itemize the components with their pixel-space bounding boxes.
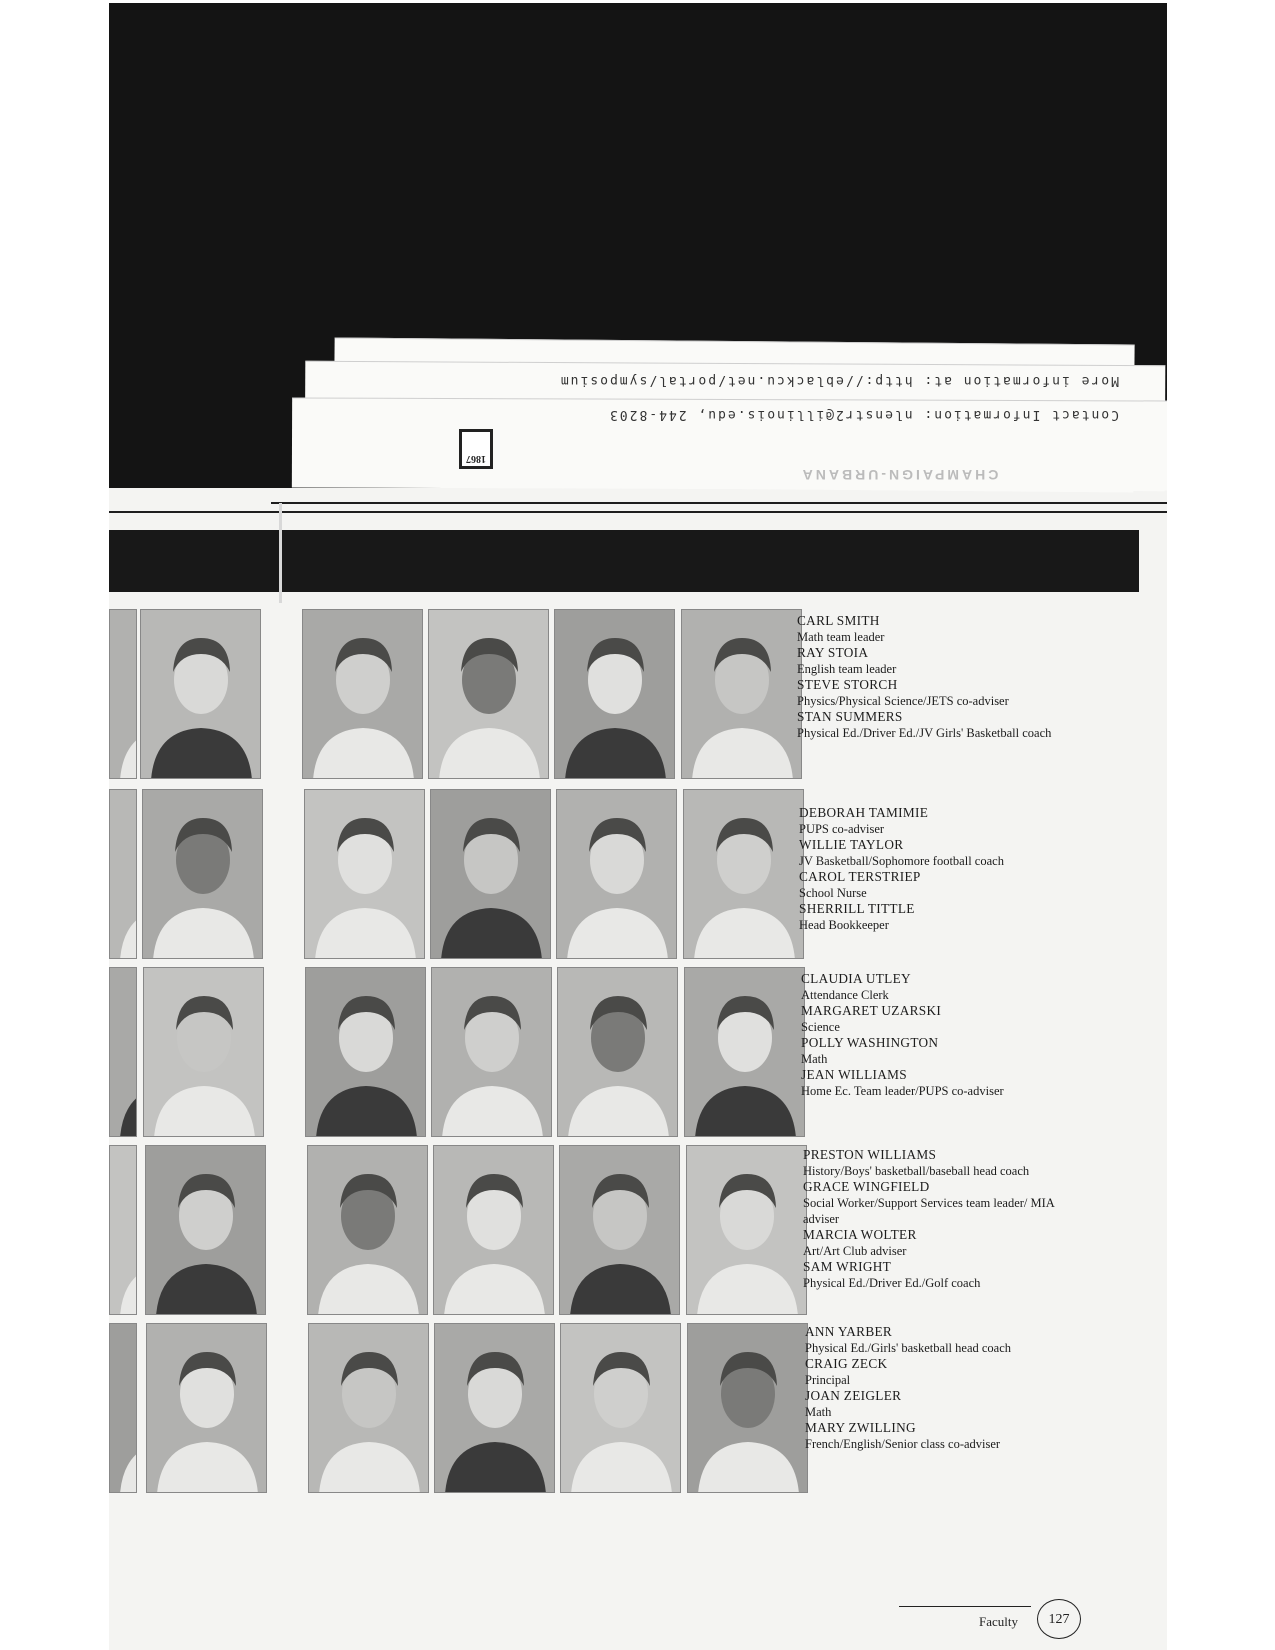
staff-name: JOAN ZEIGLER xyxy=(805,1388,902,1403)
staff-name: CARL SMITH xyxy=(797,613,880,628)
faculty-portrait-photo xyxy=(305,967,426,1137)
caption-group-5 xyxy=(805,1324,1085,1452)
faculty-portrait-photo xyxy=(683,789,804,959)
faculty-portrait-photo xyxy=(684,967,805,1137)
staff-name: CAROL TERSTRIEP xyxy=(799,869,921,884)
section-header-bar xyxy=(109,530,1139,592)
staff-role: Science xyxy=(801,1020,840,1034)
page-footer xyxy=(899,1606,1079,1646)
faculty-portrait-photo xyxy=(307,1145,428,1315)
staff-name: CRAIG ZECK xyxy=(805,1356,888,1371)
partial-portrait-photo xyxy=(109,1323,137,1493)
faculty-portrait-photo xyxy=(687,1323,808,1493)
staff-role: Physical Ed./Driver Ed./Golf coach xyxy=(803,1276,981,1290)
faculty-portrait-photo xyxy=(142,789,263,959)
faculty-portrait-photo xyxy=(559,1145,680,1315)
partial-portrait-photo xyxy=(109,609,137,779)
staff-role: Physical Ed./Girls' basketball head coach xyxy=(805,1341,1012,1355)
faculty-portrait-photo xyxy=(686,1145,807,1315)
staff-name: JEAN WILLIAMS xyxy=(801,1067,907,1082)
staff-name: MARCIA WOLTER xyxy=(803,1227,917,1242)
caption-group-1 xyxy=(797,613,1077,741)
faculty-portrait-photo xyxy=(434,1323,555,1493)
faculty-portrait-photo xyxy=(302,609,423,779)
staff-role: Head Bookkeeper xyxy=(799,918,889,932)
faculty-portrait-photo xyxy=(681,609,802,779)
slip-contact-line: Contact Information: nlenstr2@illinois.edu, 244-8203 xyxy=(608,407,1119,422)
faculty-portrait-photo xyxy=(145,1145,266,1315)
caption-group-4 xyxy=(803,1147,1083,1291)
staff-name: RAY STOIA xyxy=(797,645,869,660)
staff-role: English team leader xyxy=(797,662,897,676)
faculty-portrait-photo xyxy=(431,967,552,1137)
slip-banner-art: CHAMPAIGN-URBANA xyxy=(799,467,999,483)
staff-role: Social Worker/Support Services team leader/ MIA adviser xyxy=(803,1196,1055,1226)
staff-name: POLLY WASHINGTON xyxy=(801,1035,939,1050)
university-seal-logo xyxy=(459,429,493,469)
top-rule xyxy=(109,511,1167,513)
staff-role: Attendance Clerk xyxy=(801,988,889,1002)
faculty-portrait-photo xyxy=(430,789,551,959)
slip-more-info-line: More information at: http://eblackcu.net/portal/symposium xyxy=(558,373,1119,388)
staff-role: French/English/Senior class co-adviser xyxy=(805,1437,1001,1451)
staff-role: Math xyxy=(805,1405,832,1419)
staff-name: MARY ZWILLING xyxy=(805,1420,916,1435)
footer-rule xyxy=(899,1606,1031,1607)
faculty-portrait-photo xyxy=(433,1145,554,1315)
staff-name: ANN YARBER xyxy=(805,1324,893,1339)
page-gutter xyxy=(279,503,282,603)
footer-section-label: Faculty xyxy=(979,1614,1018,1629)
faculty-portrait-photo xyxy=(140,609,261,779)
staff-role: Art/Art Club adviser xyxy=(803,1244,907,1258)
faculty-portrait-photo xyxy=(304,789,425,959)
staff-role: Physical Ed./Driver Ed./JV Girls' Basketball coach xyxy=(797,726,1052,740)
top-rule-right xyxy=(271,502,1167,504)
caption-group-3 xyxy=(801,971,1081,1099)
staff-name: CLAUDIA UTLEY xyxy=(801,971,911,986)
faculty-portrait-photo xyxy=(557,967,678,1137)
seal-year: 1867 xyxy=(466,453,486,464)
staff-role: Math team leader xyxy=(797,630,885,644)
faculty-portrait-photo xyxy=(554,609,675,779)
staff-role: Principal xyxy=(805,1373,851,1387)
staff-role: Physics/Physical Science/JETS co-adviser xyxy=(797,694,1009,708)
staff-name: STEVE STORCH xyxy=(797,677,898,692)
staff-role: Math xyxy=(801,1052,828,1066)
staff-name: WILLIE TAYLOR xyxy=(799,837,904,852)
faculty-portrait-photo xyxy=(143,967,264,1137)
staff-name: MARGARET UZARSKI xyxy=(801,1003,942,1018)
staff-role: School Nurse xyxy=(799,886,867,900)
page-number: 127 xyxy=(1037,1599,1081,1639)
scanned-yearbook-page xyxy=(109,3,1167,1650)
staff-name: DEBORAH TAMIMIE xyxy=(799,805,929,820)
partial-portrait-photo xyxy=(109,1145,137,1315)
faculty-portrait-photo xyxy=(146,1323,267,1493)
staff-name: SHERRILL TITTLE xyxy=(799,901,915,916)
staff-role: History/Boys' basketball/baseball head coach xyxy=(803,1164,1030,1178)
faculty-portrait-photo xyxy=(560,1323,681,1493)
partial-portrait-photo xyxy=(109,789,137,959)
partial-portrait-photo xyxy=(109,967,137,1137)
staff-name: PRESTON WILLIAMS xyxy=(803,1147,937,1162)
staff-name: SAM WRIGHT xyxy=(803,1259,892,1274)
staff-name: STAN SUMMERS xyxy=(797,709,903,724)
staff-role: JV Basketball/Sophomore football coach xyxy=(799,854,1004,868)
faculty-portrait-photo xyxy=(428,609,549,779)
staff-name: GRACE WINGFIELD xyxy=(803,1179,930,1194)
staff-role: Home Ec. Team leader/PUPS co-adviser xyxy=(801,1084,1004,1098)
staff-role: PUPS co-adviser xyxy=(799,822,885,836)
caption-group-2 xyxy=(799,805,1079,933)
faculty-portrait-photo xyxy=(308,1323,429,1493)
faculty-portrait-photo xyxy=(556,789,677,959)
